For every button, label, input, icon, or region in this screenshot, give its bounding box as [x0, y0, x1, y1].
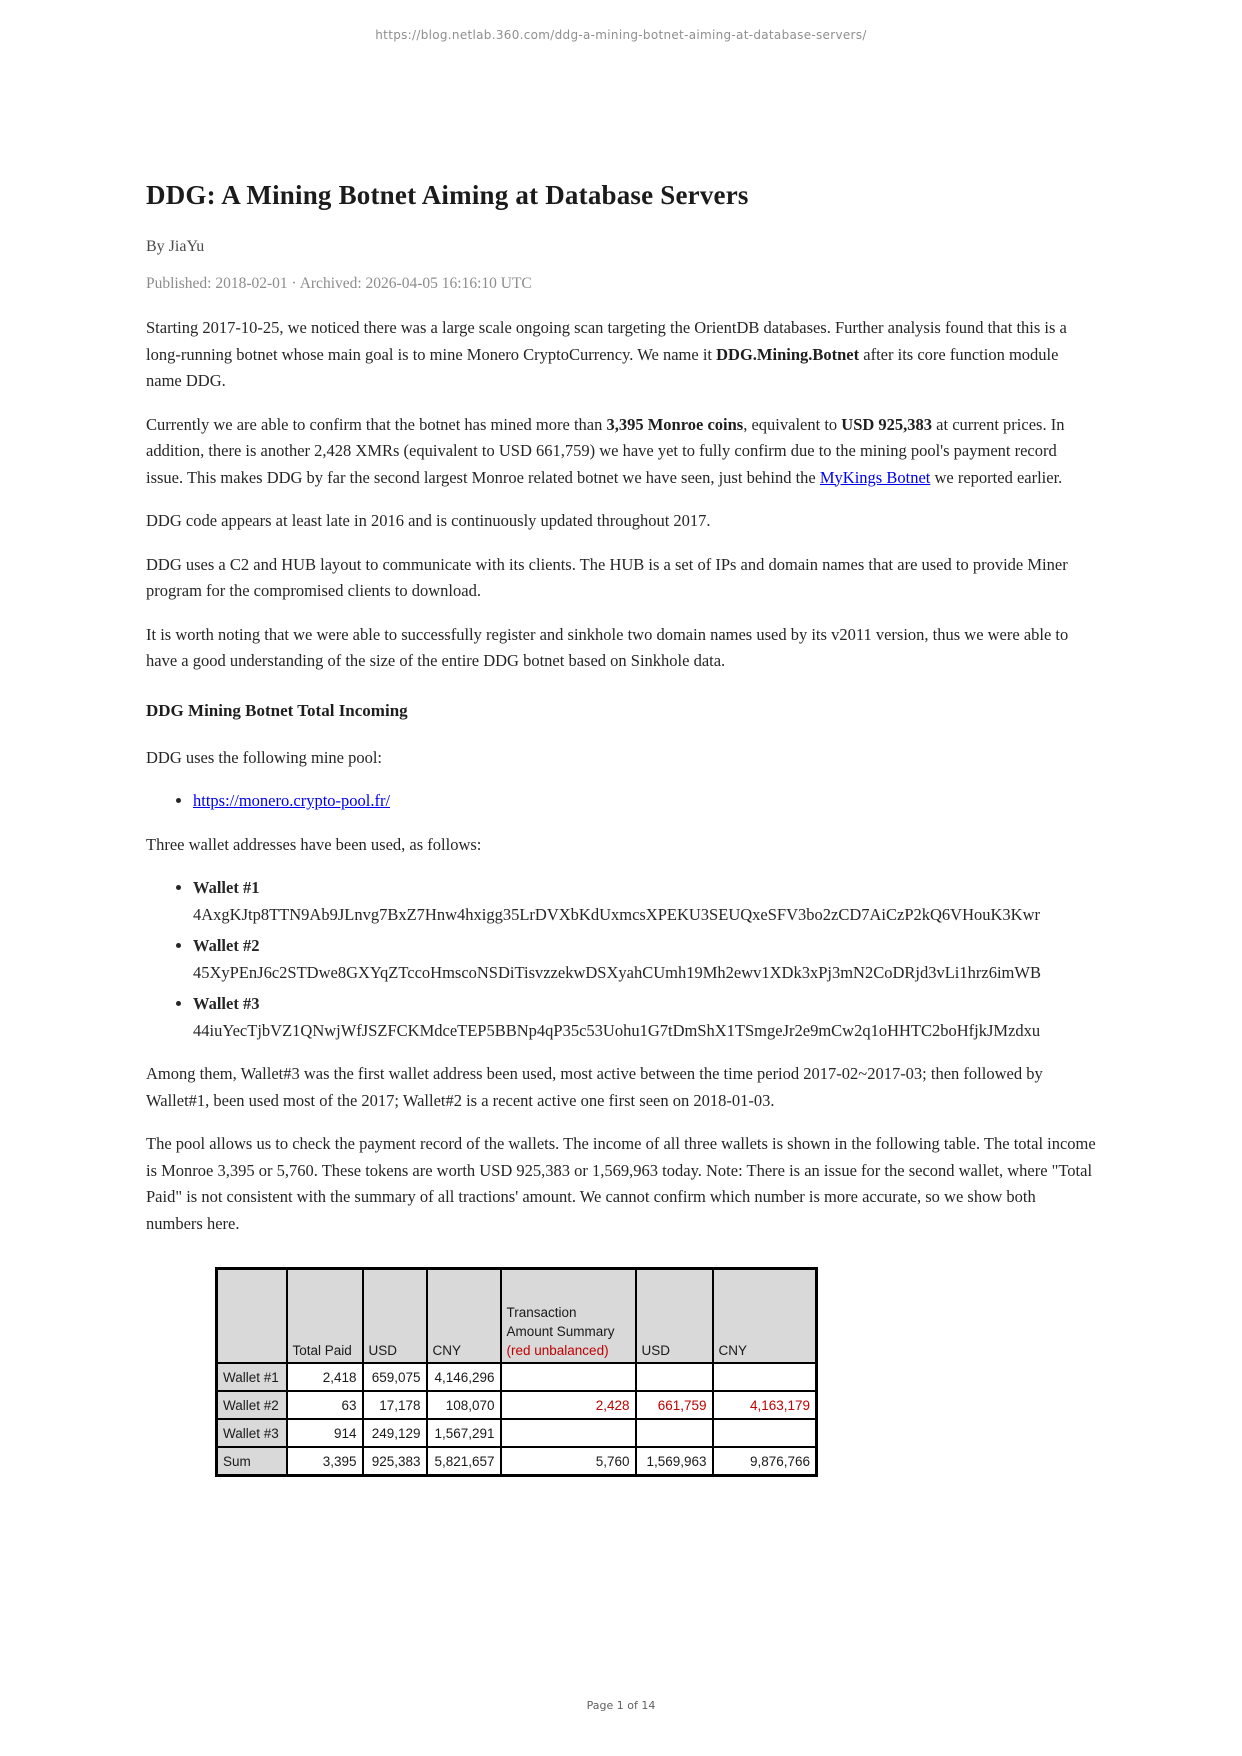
table-row-wallet3 [217, 1419, 817, 1447]
wallet-address: 45XyPEnJ6c2STDwe8GXYqZTccoHmscoNSDiTisvzzekwDSXyahCUmh19Mh2ewv1XDk3xPj3mN2CoDRjd3vLi1hrz6imWB [193, 962, 1041, 982]
wallet-list [146, 875, 1096, 1044]
bold-text-botnet-name: DDG.Mining.Botnet [716, 344, 860, 364]
paragraph-mining-totals [146, 412, 1096, 492]
row-label: Wallet #3 [217, 1419, 287, 1447]
published-meta-line: Published: 2018-02-01 · Archived: 2026-04-05 16:16:10 UTC [146, 275, 532, 292]
wallet-label: • Wallet #3 [193, 994, 260, 1013]
bold-text-coins: 3,395 Monroe coins [606, 414, 744, 434]
article [146, 0, 1096, 1477]
paragraph-c2-hub: DDG uses a C2 and HUB layout to communicate with its clients. The HUB is a set of IPs and domain names that are used to provide Miner program for the compromised clients to download. [146, 554, 1068, 600]
cell-tx-amount: 5,760 [501, 1447, 636, 1476]
header-line: Amount Summary [506, 1324, 615, 1339]
cell-tx-usd [636, 1363, 713, 1391]
cell-tx-cny [713, 1363, 817, 1391]
cell-tx-amount [501, 1419, 636, 1447]
cell-tx-cny [713, 1419, 817, 1447]
wallet-address: 44iuYecTjbVZ1QNwjWfJSZFCKMdceTEP5BBNp4qP35c53Uohu1G7tDmShX1TSmgeJr2e9mCw2q1oHHTC2boHfjkJMzdxu [193, 1020, 1041, 1040]
wallet-label: • Wallet #2 [193, 936, 260, 955]
table-row-wallet1 [217, 1363, 817, 1391]
cell-tx-usd: 661,759 [636, 1391, 713, 1419]
header-cell-tx-usd: USD [636, 1269, 713, 1364]
header-cell-tx-cny: CNY [713, 1269, 817, 1364]
mine-pool-link[interactable]: https://monero.crypto-pool.fr/ [193, 791, 391, 810]
text-run: Starting 2017-10-25, we noticed there was a large scale ongoing scan targeting the OrientDB databases. Further analysis found that this is a long-running botnet whose main goal is to mine Monero CryptoCurrency. We name it [146, 318, 1067, 364]
cell-total-paid: 3,395 [287, 1447, 363, 1476]
page-footer: Page 1 of 14 [586, 1699, 656, 1712]
row-label: Wallet #2 [217, 1391, 287, 1419]
row-label: Sum [217, 1447, 287, 1476]
payments-table [215, 1267, 818, 1477]
table-row-sum [217, 1447, 817, 1476]
header-cell-total-paid: Total Paid [287, 1269, 363, 1364]
paragraph-intro [146, 315, 1096, 395]
cell-total-paid: 914 [287, 1419, 363, 1447]
bold-text-usd: USD 925,383 [841, 414, 933, 434]
paragraph-wallets-lead: Three wallet addresses have been used, as follows: [146, 834, 482, 854]
paragraph-sinkhole: It is worth noting that we were able to successfully register and sinkhole two domain names used by its v2011 version, thus we were able to have a good understanding of the size of the entire DDG botnet based on Sinkhole data. [146, 624, 1069, 670]
cell-usd: 925,383 [363, 1447, 427, 1476]
mine-pool-list-item [193, 788, 1096, 815]
cell-cny: 108,070 [427, 1391, 501, 1419]
cell-tx-amount [501, 1363, 636, 1391]
table-header-row [217, 1269, 817, 1364]
text-run: Currently we are able to confirm that the botnet has mined more than [146, 414, 607, 434]
cell-cny: 4,146,296 [427, 1363, 501, 1391]
text-run: after its core function module name DDG. [146, 344, 1059, 390]
table-row-wallet2 [217, 1391, 817, 1419]
header-line-red-note: (red unbalanced) [506, 1343, 609, 1358]
cell-cny: 1,567,291 [427, 1419, 501, 1447]
header-line: Transaction [506, 1305, 577, 1320]
text-run: we reported earlier. [930, 467, 1063, 487]
cell-tx-cny: 9,876,766 [713, 1447, 817, 1476]
wallet-address: 4AxgKJtp8TTN9Ab9JLnvg7BxZ7Hnw4hxigg35LrDVXbKdUxmcsXPEKU3SEUQxeSFV3bo2zCD7AiCzP2kQ6VHouK3Kwr [193, 904, 1040, 924]
header-cell-transaction-summary [501, 1269, 636, 1364]
byline: By JiaYu [146, 238, 205, 255]
header-cell-empty [217, 1269, 287, 1364]
paragraph-code-history: DDG code appears at least late in 2016 and is continuously updated throughout 2017. [146, 511, 711, 530]
text-run: , equivalent to [743, 414, 842, 434]
wallet-item [193, 991, 1096, 1044]
header-cell-cny: CNY [427, 1269, 501, 1364]
wallet-label: • Wallet #1 [193, 878, 260, 897]
text-run: at current prices. In addition, there is another 2,428 XMRs (equivalent to USD 661,759) we have yet to fully confirm due to the mining pool's payment record issue. This makes DDG by far the second largest Monroe related botnet we have seen, just behind the [146, 414, 1065, 487]
cell-usd: 17,178 [363, 1391, 427, 1419]
wallet-item [193, 875, 1096, 928]
section-heading-total-incoming: DDG Mining Botnet Total Incoming [146, 700, 408, 720]
paragraph-wallet-timeline: Among them, Wallet#3 was the first wallet address been used, most active between the time period 2017-02~2017-03; then followed by Wallet#1, been used most of the 2017; Wallet#2 is a recent active one first seen on 2018-01-03. [146, 1064, 1043, 1110]
cell-cny: 5,821,657 [427, 1447, 501, 1476]
printed-url-header: https://blog.netlab.360.com/ddg-a-mining-botnet-aiming-at-database-servers/ [375, 28, 867, 42]
cell-tx-amount: 2,428 [501, 1391, 636, 1419]
mine-pool-list [146, 788, 1096, 815]
cell-total-paid: 2,418 [287, 1363, 363, 1391]
cell-tx-cny: 4,163,179 [713, 1391, 817, 1419]
paragraph-mine-pool-lead: DDG uses the following mine pool: [146, 747, 383, 767]
mykings-botnet-link[interactable]: MyKings Botnet [819, 467, 931, 487]
wallet-item [193, 933, 1096, 986]
row-label: Wallet #1 [217, 1363, 287, 1391]
article-title: DDG: A Mining Botnet Aiming at Database Servers [146, 180, 749, 210]
cell-tx-usd: 1,569,963 [636, 1447, 713, 1476]
cell-tx-usd [636, 1419, 713, 1447]
cell-usd: 659,075 [363, 1363, 427, 1391]
cell-usd: 249,129 [363, 1419, 427, 1447]
header-cell-usd: USD [363, 1269, 427, 1364]
cell-total-paid: 63 [287, 1391, 363, 1419]
paragraph-payment-record: The pool allows us to check the payment record of the wallets. The income of all three wallets is shown in the following table. The total income is Monroe 3,395 or 5,760. These tokens are worth USD 925,383 or 1,569,963 today. Note: There is an issue for the second wallet, where "Total Paid" is not consistent with the summary of all tractions' amount. We cannot confirm which number is more accurate, so we show both numbers here. [146, 1134, 1096, 1233]
